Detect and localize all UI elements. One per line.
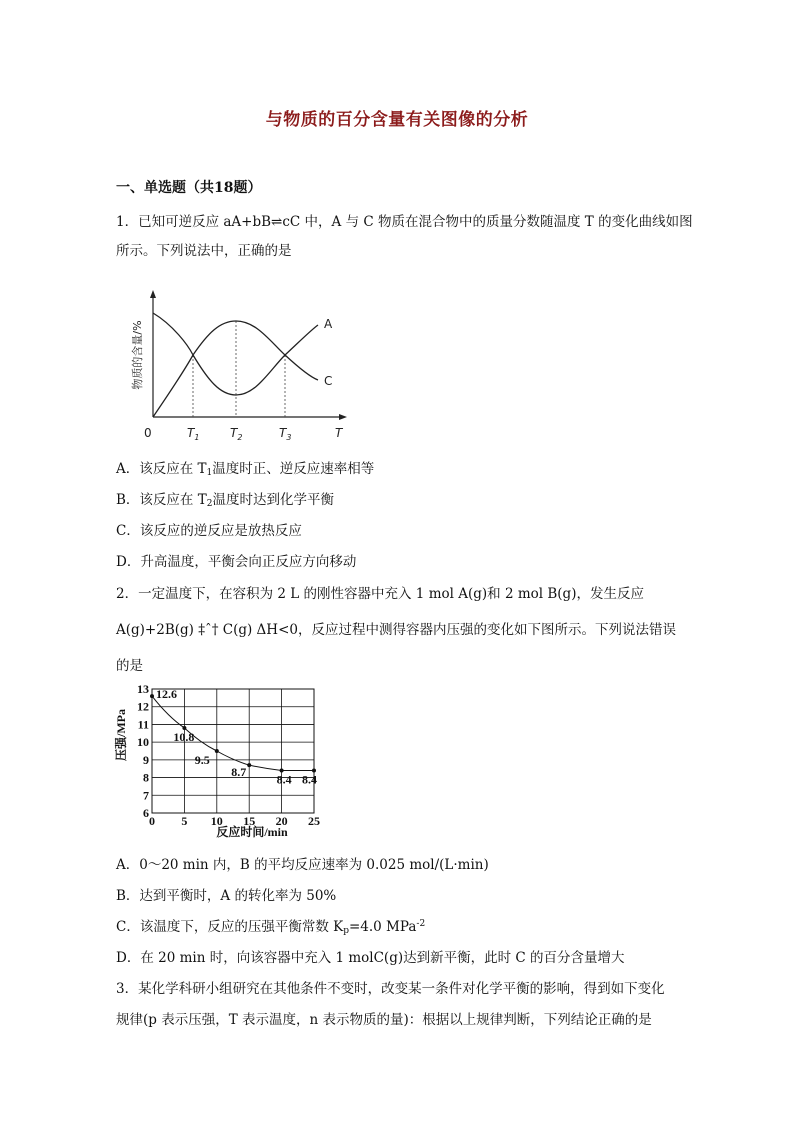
q2-data-point: [247, 763, 251, 767]
q2-option-c: C．该温度下，反应的压强平衡常数 $K_p=4.0$ MPa$^{-2}$: [116, 919, 426, 936]
q2-x-tick-label: 20: [275, 814, 288, 828]
section-heading: 一、单选题（共18题）: [116, 180, 262, 196]
q2-x-tick-label: 15: [243, 814, 256, 828]
q2-y-tick-label: 13: [137, 682, 149, 696]
q2-x-tick-label: 25: [308, 814, 320, 828]
q2-y-tick-label: 12: [137, 699, 149, 714]
q1-series-c-label: C: [324, 374, 333, 388]
q2-data-label: 8.4: [276, 772, 292, 787]
q1-origin-label: 0: [144, 426, 152, 440]
q2-x-tick-label: 0: [149, 814, 155, 828]
q2-x-axis-label: 反应时间/min: [216, 825, 288, 839]
q2-x-tick-label: 10: [210, 814, 223, 828]
q1-series-c-line: [153, 321, 318, 417]
q2-x-tick-label: 5: [181, 814, 188, 828]
q1-option-c: C．该反应的逆反应是放热反应: [116, 523, 302, 539]
q2-plot-frame: [152, 689, 314, 813]
q1-option-d: D．升高温度，平衡会向正反应方向移动: [116, 554, 357, 570]
q2-stem-line3: 的是: [116, 658, 143, 674]
q1-chart: [128, 285, 368, 450]
q1-series-a-line: [153, 313, 318, 395]
q1-x-arrow: [339, 414, 347, 420]
q1-series-a-label: A: [324, 317, 333, 331]
q2-y-tick-label: 9: [143, 752, 149, 767]
q2-data-label: 8.4: [302, 772, 317, 787]
q1-x-axis-label: T: [335, 426, 343, 440]
q1-tick-t2: $T_2$: [230, 426, 243, 442]
q2-y-tick-label: 8: [143, 770, 149, 785]
q2-y-tick-label: 7: [143, 788, 149, 803]
q2-data-label: 12.6: [156, 687, 177, 702]
q1-stem-line2: 所示。下列说法中，正确的是: [116, 243, 292, 259]
q1-option-b: B．该反应在 $T_2$温度时达到化学平衡: [116, 492, 334, 509]
q2-option-a: A．0～20 min 内，B 的平均反应速率为 0.025 mol/(L·min): [116, 857, 489, 873]
q2-chart: [112, 680, 352, 840]
q3-stem-line2: 规律(p 表示压强，T 表示温度，n 表示物质的量)：根据以上规律判断，下列结论正确的是: [116, 1012, 652, 1028]
q2-data-label: 10.8: [173, 729, 195, 744]
q1-tick-t1: $T_1$: [187, 426, 200, 442]
page-title: 与物质的百分含量有关图像的分析: [265, 110, 529, 130]
q1-stem-line1: 1．已知可逆反应 aA+bB⇌cC 中，A 与 C 物质在混合物中的质量分数随温度 T 的变化曲线如图: [116, 214, 693, 230]
q2-option-b: B．达到平衡时，A 的转化率为 50%: [116, 888, 337, 904]
q1-y-axis-label: 物质的含量/%: [131, 320, 144, 390]
q2-data-label: 9.5: [194, 753, 210, 767]
q2-option-d: D．在 20 min 时，向该容器中充入 1 molC(g)达到新平衡，此时 C 的百分含量增大: [116, 950, 625, 966]
q1-tick-t3: $T_3$: [279, 426, 292, 442]
q2-y-tick-label: 10: [137, 735, 149, 750]
q1-option-a: A．该反应在 $T_1$温度时正、逆反应速率相等: [116, 461, 375, 478]
q1-y-arrow: [150, 290, 156, 298]
q2-y-tick-label: 6: [143, 806, 149, 820]
q2-stem-line1: 2．一定温度下，在容积为 2 L 的刚性容器中充入 1 mol A(g)和 2 mol B(g)，发生反应: [116, 586, 644, 602]
q2-y-axis-label: 压强/MPa: [114, 709, 128, 761]
q3-stem-line1: 3．某化学科研小组研究在其他条件不变时，改变某一条件对化学平衡的影响，得到如下变化: [116, 981, 665, 997]
q2-stem-line2: A(g)+2B(g) ‡ˆ† C(g) ΔH<0，反应过程中测得容器内压强的变化如下图所示。下列说法错误: [116, 622, 676, 638]
q2-data-point: [215, 749, 219, 753]
q2-y-tick-label: 11: [137, 717, 149, 732]
q2-data-point: [150, 694, 154, 698]
q2-data-label: 8.7: [231, 765, 247, 780]
